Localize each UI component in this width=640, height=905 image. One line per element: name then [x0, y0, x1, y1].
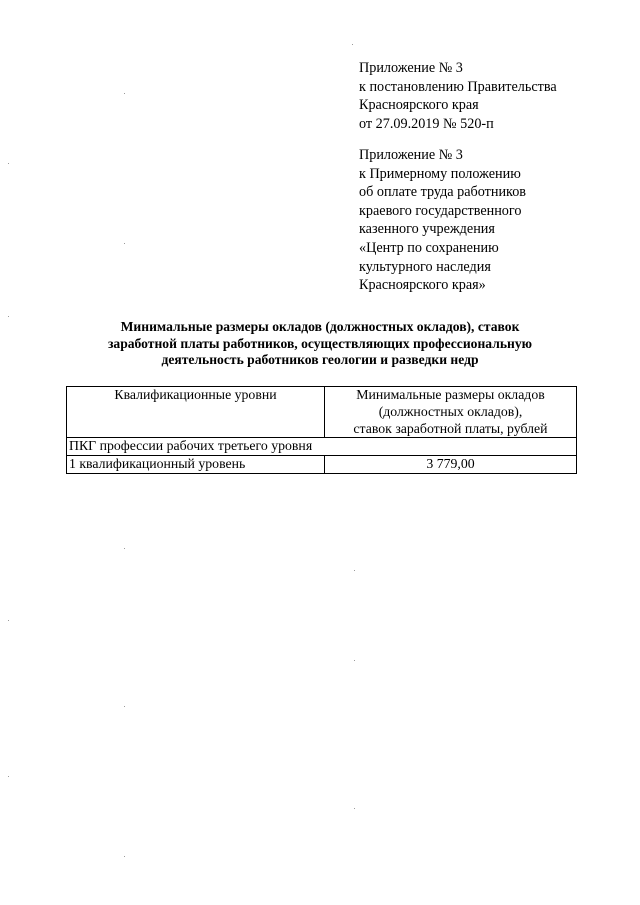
header-minimum-salary: [325, 387, 577, 438]
document-title: [60, 319, 580, 369]
appendix-line: казенного учреждения: [359, 221, 495, 238]
scan-speck: [8, 776, 9, 777]
appendix-line: Красноярского края: [359, 97, 479, 114]
scan-speck: [124, 548, 125, 549]
appendix-line: культурного наследия: [359, 258, 491, 275]
header-qualification-levels: Квалификационные уровни: [67, 387, 325, 438]
appendix-line: Красноярского края»: [359, 277, 486, 294]
appendix-line: Приложение № 3: [359, 147, 463, 163]
qualification-level-cell: 1 квалификационный уровень: [67, 456, 325, 474]
scan-speck: [8, 163, 9, 164]
appendix-line: Приложение № 3: [359, 60, 463, 76]
appendix-line: к постановлению Правительства: [359, 78, 557, 95]
scan-speck: [8, 620, 9, 621]
scan-speck: [124, 93, 125, 94]
header-line: ставок заработной платы, рублей: [353, 420, 548, 436]
scan-speck: [8, 316, 9, 317]
professional-group-label: ПКГ профессии рабочих третьего уровня: [67, 438, 577, 456]
header-line: Минимальные размеры окладов: [356, 387, 545, 402]
title-line: Минимальные размеры окладов (должностных окладов), ставок: [120, 319, 520, 334]
salary-value-cell: 3 779,00: [325, 456, 577, 474]
header-line: (должностных окладов),: [378, 403, 523, 419]
scan-speck: [354, 570, 355, 571]
appendix-resolution-reference: [359, 59, 557, 133]
appendix-line: об оплате труда работников: [359, 184, 527, 201]
scan-speck: [124, 706, 125, 707]
appendix-line: от 27.09.2019 № 520-п: [359, 115, 494, 132]
salary-table: [66, 386, 577, 474]
appendix-line: краевого государственного: [359, 202, 522, 219]
title-line: деятельность работников геологии и разведки недр: [161, 352, 479, 367]
scan-speck: [354, 660, 355, 661]
appendix-line: к Примерному положению: [359, 165, 521, 182]
appendix-regulation-reference: [359, 146, 526, 295]
appendix-line: «Центр по сохранению: [359, 239, 499, 256]
scan-speck: [124, 243, 125, 244]
scan-speck: [352, 44, 353, 45]
table-header-row: [67, 387, 577, 438]
title-line: заработной платы работников, осуществляющих профессиональную: [107, 335, 533, 351]
scan-speck: [124, 856, 125, 857]
table-group-row: [67, 438, 577, 456]
table-row: [67, 456, 577, 474]
scan-speck: [354, 808, 355, 809]
